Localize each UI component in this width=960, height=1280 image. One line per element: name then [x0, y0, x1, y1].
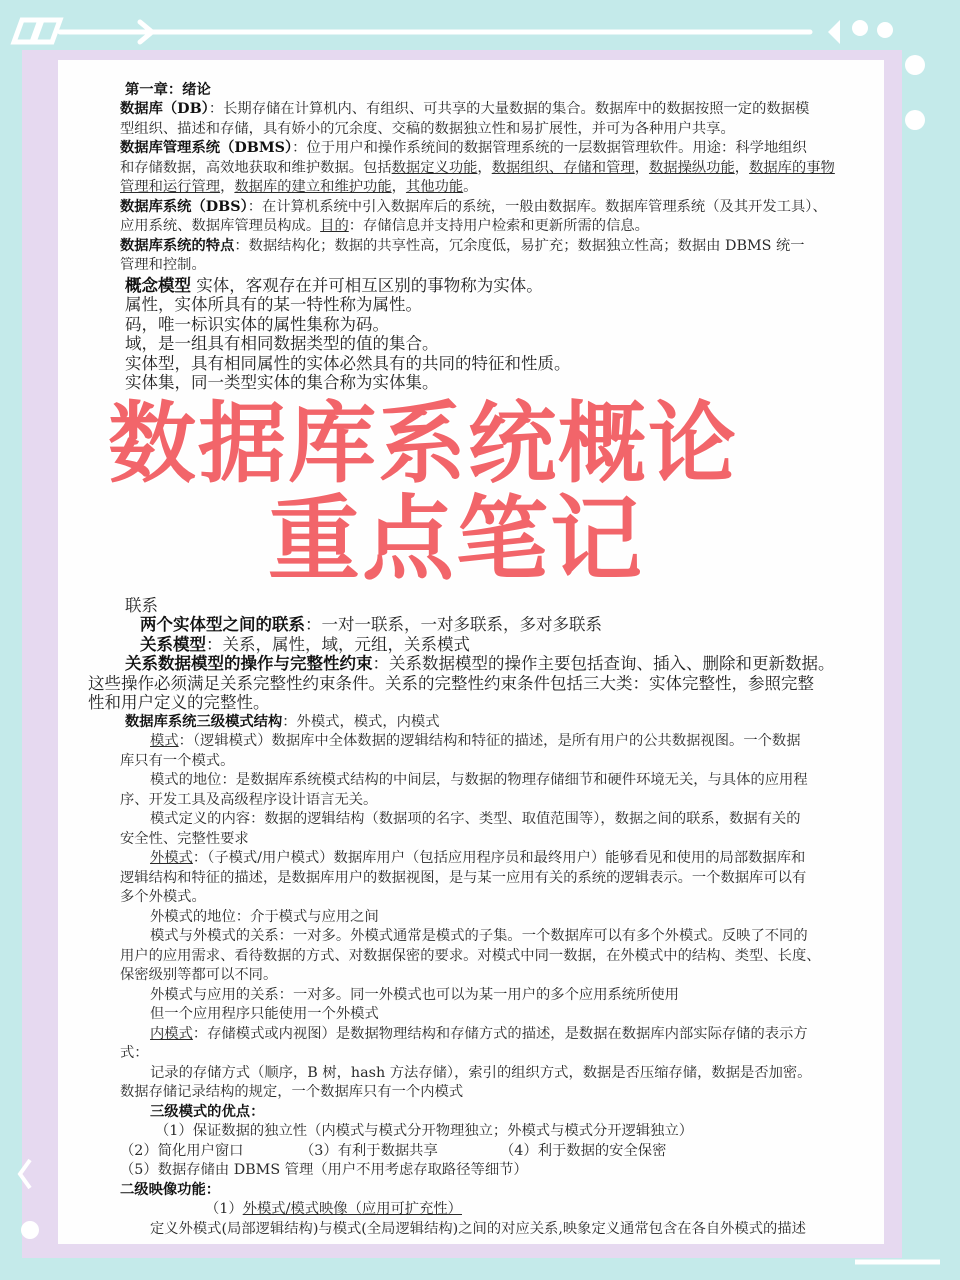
document-line — [120, 888, 206, 907]
overlay-title-main: 数据库系统概论 — [108, 392, 739, 495]
text-segment: 码，唯一标识实体的属性集称为码。 — [125, 314, 389, 334]
text-segment: ：存储信息并支持用户检索和更新所需的信息。 — [348, 218, 649, 234]
text-segment: 模式定义的内容：数据的逻辑结构（数据项的名字、类型、取值范围等），数据之间的联系，数据有关的 — [150, 811, 801, 827]
document-line — [120, 966, 277, 985]
text-segment: ：存储模式或内视图）是数据物理结构和存储方式的描述，是数据在数据库内部实际存储的表示方 — [192, 1025, 808, 1042]
term-heading: 数据库系统三级模式结构 — [125, 713, 283, 730]
text-segment: 性和用户定义的完整性。 — [88, 693, 270, 712]
underlined-term: 数据定义功能 — [391, 159, 478, 176]
term-heading: 数据库管理系统（DBMS） — [120, 140, 293, 156]
text-segment: ：（子模式/用户模式）数据库用户（包括应用程序员和最终用户）能够看见和使用的局部数据库和 — [192, 850, 806, 866]
text-segment: 定义外模式(局部逻辑结构)与模式(全局逻辑结构)之间的对应关系,映象定义通常包含在各自外模式的描述 — [150, 1220, 806, 1237]
text-segment: 保密级别等都可以不同。 — [120, 967, 278, 983]
document-line — [120, 159, 835, 178]
text-segment: 实体集，同一类型实体的集合称为实体集。 — [125, 373, 439, 392]
text-segment: 记录的存储方式（顺序，B 树，hash 方法存储），索引的组织方式，数据是否压缩存储，数据是否加密。 — [150, 1064, 812, 1081]
text-segment: ：外模式，模式，内模式 — [282, 713, 440, 730]
text-segment: 式： — [120, 1045, 149, 1061]
text-segment: 模式的地位：是数据库系统模式结构的中间层，与数据的物理存储细节和硬件环境无关，与具体的应用程 — [150, 772, 808, 788]
document-line — [150, 849, 805, 868]
document-line — [140, 635, 470, 654]
text-segment: 库只有一个模式。 — [120, 752, 235, 769]
term-heading: 三级模式的优点： — [150, 1103, 265, 1120]
document-line — [125, 334, 439, 353]
term-heading: 关系数据模型的操作与完整性约束 — [125, 654, 373, 673]
text-segment: ：一对一联系，一对多联系，多对多联系 — [305, 615, 602, 634]
document-line — [120, 139, 807, 158]
underlined-term: 数据库的建立和维护功能 — [234, 179, 392, 195]
text-segment: 应用系统、数据库管理员构成。 — [120, 218, 321, 234]
text-segment: ， — [634, 159, 649, 176]
text-segment: ：关系，属性，域，元组，关系模式 — [206, 634, 470, 654]
document-line — [120, 256, 206, 275]
text-segment: ， — [734, 159, 750, 176]
text-segment: 属性，实体所具有的某一特性称为属性。 — [125, 295, 422, 314]
document-line — [120, 120, 735, 139]
text-segment: 安全性、完整性要求 — [120, 830, 249, 847]
document-line — [120, 1181, 220, 1200]
document-line — [88, 674, 814, 693]
text-segment: ：在计算机系统中引入数据库后的系统，一般由数据库。数据库管理系统（及其开发工具）、 — [247, 198, 827, 215]
document-line — [125, 654, 835, 673]
text-segment: 和存储数据，高效地获取和维护数据。包括 — [120, 159, 392, 176]
document-line — [150, 1005, 379, 1024]
text-segment: 用户的应用需求、看待数据的方式、对数据保密的要求。对模式中同一数据，在外模式中的结构、类型、长度、 — [120, 947, 821, 964]
text-segment: 序、开发工具及高级程序设计语言无关。 — [120, 791, 378, 808]
document-line — [150, 1220, 806, 1239]
overlay-title-sub: 重点笔记 — [268, 486, 645, 593]
text-segment: 这些操作必须满足关系完整性约束条件。关系的完整性约束条件包括三大类：实体完整性，参照完整 — [88, 673, 814, 693]
document-line — [125, 596, 158, 615]
text-segment: （5）数据存储由 DBMS 管理（用户不用考虑存取路径等细节） — [120, 1162, 528, 1178]
text-segment: ：数据结构化；数据的共享性高，冗余度低，易扩充；数据独立性高；数据由 DBMS 统一 — [234, 237, 805, 254]
underlined-term: 数据操纵功能 — [648, 159, 735, 176]
document-line — [125, 315, 389, 334]
text-segment: 多个外模式。 — [120, 889, 206, 905]
document-line — [120, 1142, 243, 1161]
term-heading: 概念模型 — [125, 275, 191, 295]
document-line — [120, 198, 827, 217]
underlined-term: 数据库的事物 — [749, 159, 835, 176]
text-segment: ， — [477, 159, 492, 176]
document-line — [150, 771, 808, 790]
document-line — [120, 237, 805, 256]
text-segment: （4）利于数据的安全保密 — [500, 1142, 667, 1159]
text-segment: 逻辑结构和特征的描述，是数据库用户的数据视图，是与某一应用有关的系统的逻辑表示。一个数据库可以有 — [120, 869, 807, 886]
document-line — [120, 1044, 149, 1063]
text-segment: ：长期存储在计算机内、有组织、可共享的大量数据的集合。数据库中的数据按照一定的数据模 — [208, 101, 810, 117]
text-segment: ：位于用户和操作系统间的数据管理系统的一层数据管理软件。用途：科学地组织 — [292, 140, 807, 156]
term-heading: 数据库系统（DBS） — [120, 198, 248, 215]
document-line — [140, 615, 602, 634]
document-line — [150, 1103, 264, 1122]
underlined-term: 外模式 — [150, 850, 193, 866]
document-line — [120, 752, 234, 771]
document-line — [125, 354, 571, 373]
document-line — [120, 791, 377, 810]
text-segment: 域，是一组具有相同数据类型的值的集合。 — [125, 334, 439, 353]
term-heading: 第一章：绪论 — [125, 81, 211, 98]
document-line — [120, 100, 809, 119]
text-segment: 联系 — [125, 595, 158, 615]
underlined-term: 管理和运行管理 — [120, 179, 221, 195]
text-segment: （3）有利于数据共享 — [300, 1142, 438, 1159]
text-segment: 外模式与应用的关系：一对多。同一外模式也可以为某一用户的多个应用系统所使用 — [150, 986, 679, 1003]
text-segment: 数据存储记录结构的规定，一个数据库只有一个内模式 — [120, 1084, 464, 1100]
term-heading: 数据库（DB） — [120, 101, 209, 117]
document-line — [120, 178, 477, 197]
document-line — [120, 1083, 463, 1102]
document-line — [150, 908, 379, 927]
underlined-term: 内模式 — [150, 1025, 193, 1042]
text-segment: 型组织、描述和存储，具有娇小的冗余度、交稿的数据独立性和易扩展性，并可为各种用户共享。 — [120, 120, 735, 137]
document-line — [120, 830, 249, 849]
text-segment: ：关系数据模型的操作主要包括查询、插入、删除和更新数据。 — [372, 654, 835, 673]
text-segment: ， — [220, 179, 235, 195]
document-line — [150, 732, 801, 751]
term-heading: 数据库系统的特点 — [120, 237, 235, 254]
text-segment: 实体，客观存在并可相互区别的事物称为实体。 — [191, 275, 543, 295]
underlined-term: 模式 — [150, 733, 179, 749]
document-line — [88, 693, 270, 712]
text-segment: 。 — [463, 179, 478, 195]
text-segment: 外模式的地位：介于模式与应用之间 — [150, 908, 379, 925]
text-segment: ：（逻辑模式）数据库中全体数据的逻辑结构和特征的描述，是所有用户的公共数据视图。一个数据 — [178, 733, 801, 749]
underlined-term: 其他功能 — [405, 179, 464, 195]
text-segment: 模式与外模式的关系：一对多。外模式通常是模式的子集。一个数据库可以有多个外模式。反映了不同的 — [150, 928, 808, 944]
term-heading: 二级映像功能： — [120, 1181, 221, 1198]
arrow-icon — [14, 20, 810, 42]
document-line — [120, 1161, 528, 1180]
text-segment: 实体型，具有相同属性的实体必然具有的共同的特征和性质。 — [125, 353, 571, 373]
underlined-term: 目的 — [320, 218, 349, 234]
underlined-term: 数据组织、存储和管理 — [491, 159, 635, 176]
text-segment: （1） — [205, 1201, 243, 1217]
document-line — [120, 869, 806, 888]
document-line — [500, 1142, 666, 1161]
document-line — [125, 373, 439, 392]
document-line — [120, 217, 649, 236]
document-line — [125, 295, 422, 314]
document-line — [150, 1064, 811, 1083]
text-segment: 但一个应用程序只能使用一个外模式 — [150, 1006, 379, 1022]
document-line — [155, 1122, 693, 1141]
document-line — [150, 1025, 808, 1044]
document-line — [120, 947, 821, 966]
text-segment: 管理和控制。 — [120, 257, 206, 273]
text-segment: ， — [391, 179, 406, 195]
document-line — [150, 927, 808, 946]
document-line — [125, 276, 543, 295]
document-line — [205, 1200, 462, 1219]
document-line — [125, 713, 440, 732]
term-heading: 关系模型 — [140, 634, 206, 654]
underlined-term: 外模式/模式映像（应用可扩充性） — [242, 1201, 462, 1217]
document-line — [150, 986, 679, 1005]
text-segment: （1）保证数据的独立性（内模式与模式分开物理独立；外模式与模式分开逻辑独立） — [155, 1123, 694, 1139]
document-line — [150, 810, 801, 829]
document-line — [300, 1142, 438, 1161]
term-heading: 两个实体型之间的联系 — [140, 615, 305, 634]
document-line — [125, 81, 211, 100]
text-segment: （2）简化用户窗口 — [120, 1142, 244, 1159]
